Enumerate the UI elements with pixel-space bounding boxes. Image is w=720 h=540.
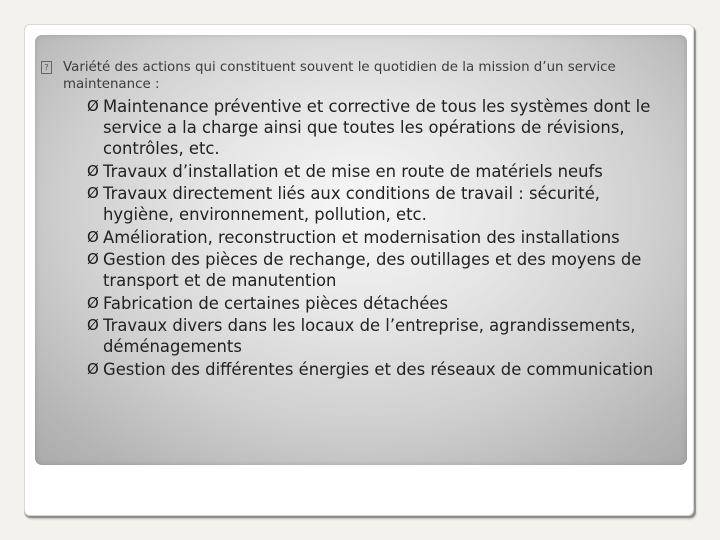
- list-item-text: Gestion des différentes énergies et des réseaux de communication: [103, 359, 654, 379]
- arrow-bullet-icon: Ø: [87, 227, 99, 246]
- list-item: [87, 183, 670, 225]
- list-item: [87, 359, 670, 380]
- intro-text: Variété des actions qui constituent souvent le quotidien de la mission d’un service maintenance :: [63, 60, 616, 92]
- list-item-text: Maintenance préventive et corrective de tous les systèmes dont le service a la charge ainsi que toutes les opérations de révisions, contrôles, etc.: [103, 97, 651, 158]
- arrow-bullet-icon: Ø: [87, 97, 99, 115]
- list-item: [87, 96, 670, 159]
- arrow-bullet-icon: Ø: [87, 161, 99, 180]
- action-list: [87, 96, 670, 381]
- missing-glyph-bullet-icon: ?: [41, 61, 52, 74]
- arrow-bullet-icon: Ø: [87, 359, 99, 378]
- arrow-bullet-icon: Ø: [87, 293, 99, 312]
- intro-paragraph: [44, 59, 673, 93]
- list-item-text: Travaux divers dans les locaux de l’entreprise, agrandissements, déménagements: [103, 316, 636, 356]
- list-item: [87, 227, 670, 248]
- slide-frame: [24, 24, 694, 516]
- list-item: [87, 249, 670, 291]
- arrow-bullet-icon: Ø: [87, 316, 99, 334]
- arrow-bullet-icon: Ø: [87, 250, 99, 268]
- list-item: [87, 161, 670, 182]
- list-item-text: Travaux d’installation et de mise en route de matériels neufs: [103, 161, 603, 181]
- list-item-text: Fabrication de certaines pièces détachées: [103, 293, 449, 313]
- list-item-text: Travaux directement liés aux conditions de travail : sécurité, hygiène, environnement, pollution, etc.: [103, 184, 600, 224]
- arrow-bullet-icon: Ø: [87, 184, 99, 202]
- content-panel: [35, 35, 687, 465]
- list-item: [87, 315, 670, 357]
- list-item: [87, 293, 670, 314]
- list-item-text: Gestion des pièces de rechange, des outillages et des moyens de transport et de manutention: [103, 250, 642, 290]
- list-item-text: Amélioration, reconstruction et modernisation des installations: [103, 227, 620, 247]
